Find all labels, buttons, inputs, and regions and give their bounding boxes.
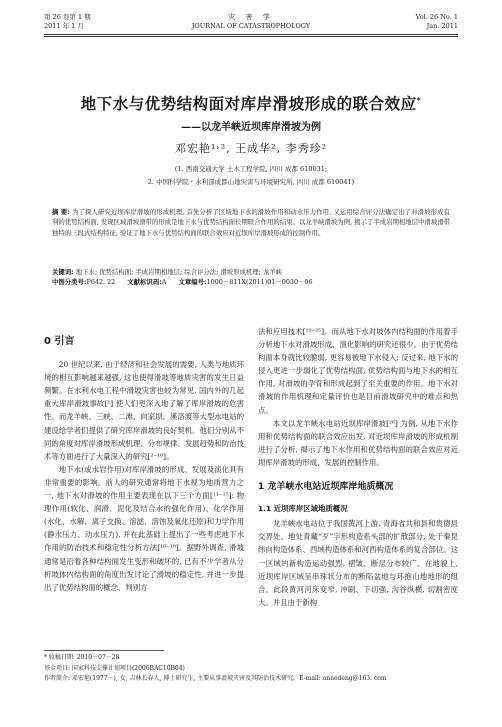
fund-info: 基金项目: 国家科技支撑计划项目(2006BAC10B04) [44,664,185,672]
affiliation-1: (1. 西南交通大学 土木工程学院, 四川 成都 610031; [174,165,328,173]
right-column [258,325,458,609]
date-en: Jan. 2011 [426,22,458,30]
author-list: 邓宏艳¹˒², 王成华², 李秀珍² [174,142,327,155]
clc-label: 中图分类号: [52,278,87,286]
abstract-label: 摘 要: [52,208,70,216]
volume-info-en [416,13,458,31]
footnote-block [44,650,458,685]
received-date: * 收稿日期: 2010－07－28 [44,654,120,661]
date-cn: 2011 年 1 月 [44,22,84,30]
section-1-1-paragraph: 龙羊峡水电站位于我国黄河上游, 青海省共和县和贵德县交界处。地处青藏“歹”字形构造系头部的扩散部分, 处于秦昆纬向构造体系、西域构造体系和河西构造体系的复合部位。这一区域的新构造运动强烈, 褶皱、断层分布较广。在地貌上, 近坝库岸区域呈串珠状分布的断陷盆地与环抱山地地形的组合。此段黄河河床变窄, 冲刷、下切强, 沟谷纵横, 切割密度大。并且由于新构 [258,519,458,607]
author-bio: 作者简介: 邓宏艳(1977－), 女, 吉林长春人, 博士研究生, 主要从事滑坡灾害及其防治技术研究。E-mail: annedeng@163. com [44,675,387,682]
abstract-text: 为了探人研究近坝库岸滑坡的形成机理, 首先分析了区域地下水的滑坡作用和动水压力作用, 又运用综合评分法确定出了对滑坡形成有利的优势结构面, 发现区域滑坡滑带的形成是地下水与优势结构面长期联合作用的结果。以龙羊峡滑坡为例, 揭示了半成岩期相地层中滑坡滑带独特的三段式结构特征, 验证了地下水与优势结构面的联合效应对近坝库岸滑坡形成的控制作用。 [52,208,451,237]
intro-paragraph-1: 20 世纪以来, 由于经济和社会发展的需要, 人类与地质环境的相互影响越来越强, 这也使得滑坡等地质灾害的发生日益频繁。在水利水电工程中滑坡灾害也较为常见, 国内外的几起重大库岸滑坡事故[¹] 使人们更深入地了解了库岸滑坡的危害性。而龙羊峡、三峡、二滩、向家坝、溪洛渡等大型水电站的建设给学者们提供了研究库岸滑坡的良好契机。他们分别从不同的角度对库岸滑坡形成机理、分布规律、发展趋势和防治技术等方面进行了大量深入的研究[²⁻¹⁰]。 [44,360,244,461]
classification-line [52,277,450,287]
intro-paragraph-3: 法和应用技术[¹⁹⁻²⁵]。而从地下水对坡体内结构面的作用着手分析地下水对滑坡形成、演化影响的研究还很少。由于优势结构面本身就比较脆弱, 更容易被地下水侵入; 反过来, 地下水的侵入更进一步弱化了优势结构面, 优势结构面与地下水的相互作用, 对滑坡的孕育和形成起到了至关重要的作用。地下水对滑坡的作用机理和定量评价也是目前滑坡研究中的难点和热点。 [258,327,458,415]
volume-issue-cn: 第 26 卷第 1 期 [44,13,91,21]
article-number-label: 文章编号: [178,278,207,286]
affiliation-2: 2. 中国科学院・水利部成都山地灾害与环境研究所, 四川 成都 610041) [147,178,355,186]
article-number: 1000－811X(2011)01－0030－06 [206,278,313,286]
doc-code: A [161,278,167,286]
journal-name [44,13,458,31]
header-rule [44,34,458,35]
intro-paragraph-4: 本文以龙羊峡水电站近坝库岸滑坡[²⁶] 为例, 从地下水作用和优势结构面的联合效应出发, 对近坝库岸滑坡的形成机制进行了分析, 揭示了地下水作用和优势结构面的联合效应对近坝库岸滑坡的形成、发展的控制作用。 [258,418,458,467]
section-1-heading: 1 龙羊峡水电站近坝库岸地质概况 [258,482,394,493]
article-meta [52,267,450,287]
abstract [52,207,450,238]
keywords-label: 关键词: [52,268,74,276]
intro-heading: 0 引言 [44,336,75,347]
footnote-rule [44,650,164,651]
article-title [44,92,458,114]
header-rule-2 [44,36,458,37]
title-footnote-mark: * [416,95,422,105]
clc-number: P642. 22 [86,278,116,286]
intro-paragraph-2: 地下水(或水岩作用)对库岸滑坡的形成、发展及演化具有非常重要的影响。前人的研究通常将地下水视为地质营力之一, 地下水对滑坡的作用主要表现在以下三个方面[¹¹⁻¹⁵]: 物理作用(软化、润滑、泥化及结合水的强化作用)、化学作用(水化、水解、离子交换、溶滤、溶蚀及氧化还原)和力学作用(静水压力、动水压力), 并在此基础上提出了一些考虑地下水作用的防治技术和稳定性分析方法[¹⁶⁻¹⁸]。据野外调查, 滑坡通常是沿着各种结构面发生变形和破坏的, 已有不少学者从分析坡体内结构面的角度出发讨论了滑坡的稳定性, 并进一步提出了优势结构面的概念、判别方 [44,464,244,592]
journal-name-en: JOURNAL OF CATASTROPHOLOGY [191,22,311,30]
received-text: 收稿日期: 2010－07－28 [48,654,120,661]
title-text: 地下水与优势结构面对库岸滑坡形成的联合效应 [80,95,417,113]
keywords: 地下水; 优势结构面; 半成岩期相地层; 综合评分法; 滑坡形成机理; 龙羊峡 [75,268,283,276]
doc-code-label: 文献标识码: [127,278,162,286]
left-column [44,325,244,594]
volume-issue-en: Vol. 26 No. 1 [415,13,458,21]
journal-name-cn: 灾 害 学 [228,13,274,21]
article-subtitle: ——以龙羊峡近坝库岸滑坡为例 [181,122,321,133]
section-1-1-heading: 1.1 近坝库岸区域地质概况 [258,504,348,514]
keywords-line [52,267,450,277]
